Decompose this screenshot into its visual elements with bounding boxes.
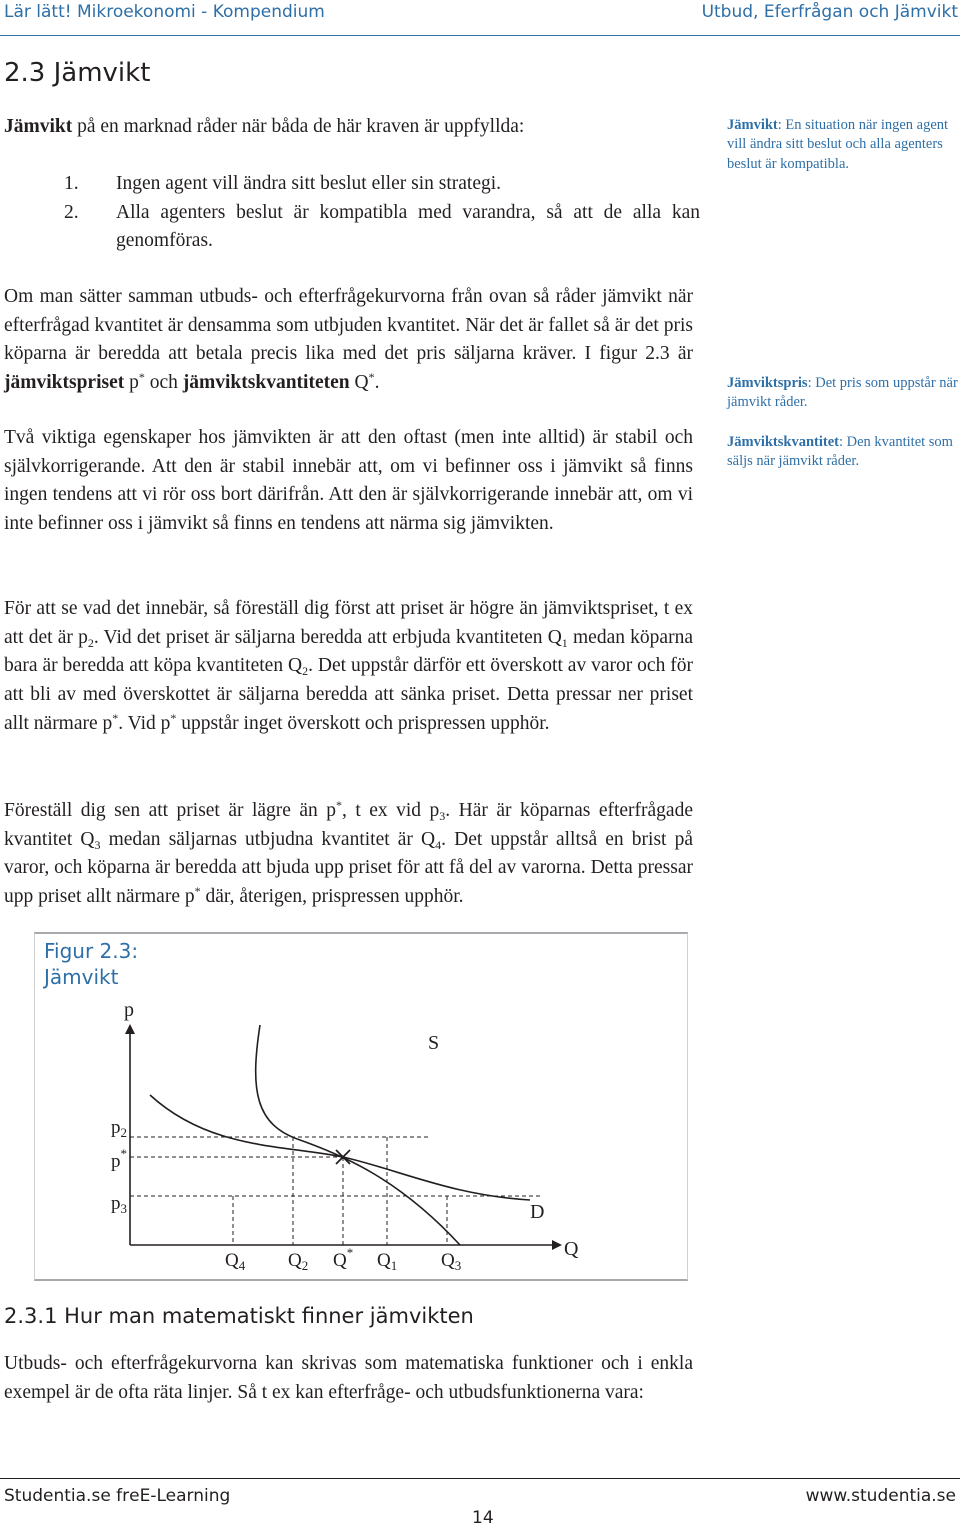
para1-end: . [374, 372, 380, 394]
para4-text: . Det uppstår alltså en brist på varor, och köparna är beredda att bjuda upp priset för att få del av varorna. Detta pressar upp priset allt närmare p [4, 828, 693, 908]
axis-label-q: Q [564, 1238, 579, 1260]
qty-label-q3: $Q_3$ [441, 1250, 462, 1273]
header-book-title: Lär lätt! Mikroekonomi - Kompendium [4, 2, 325, 22]
qty-label-q2: $Q_2$ [288, 1250, 309, 1273]
para3-text: uppstår inget överskott och prispressen upphör. [176, 712, 550, 734]
list-text: Ingen agent vill ändra sitt beslut eller sin strategi. [116, 173, 502, 194]
term-equilibrium-price: jämviktspriset [4, 372, 125, 394]
para1-p: p [124, 372, 139, 394]
para3-text: medan köparna bara är beredda att köpa kvantiteten Q [4, 626, 693, 677]
price-label-pstar: p* [111, 1146, 127, 1172]
para1-text: Om man sätter samman utbuds- och efterfrågekurvorna från ovan så råder jämvikt när efterfrågad kvantitet är densamma som utbjuden kvantitet. När det är fallet så är det pris köparna är beredda att betala precis lika med det pris säljarna kräver. I figur 2.3 är [4, 286, 693, 365]
figure-title-line: Figur 2.3: [44, 939, 139, 963]
para1-and: och [144, 372, 183, 394]
sidenote-term: Jämvikt [727, 117, 778, 133]
para3-star: * [112, 710, 119, 725]
list-number: 1. [64, 173, 79, 194]
axis-label-p: p [124, 999, 134, 1021]
para1-q: Q [349, 372, 369, 394]
list-text: Alla agenters beslut är kompatibla med varandra, så att de alla kan genomföras. [116, 201, 700, 252]
para1-star: * [138, 370, 145, 385]
intro-term: Jämvikt [4, 116, 73, 137]
para3-sub: 2 [302, 664, 309, 679]
footer-brand: Studentia.se frеE-Learning [4, 1486, 231, 1506]
para4-star: * [336, 798, 343, 812]
para3-text: . Det uppstår därför ett överskott av varor och för att bli av med överskottet är säljarna beredda att sänka priset. Detta pressar ner priset allt närmare p [4, 655, 694, 734]
intro-text: på en marknad råder när båda de här kraven är uppfyllda: [72, 116, 525, 137]
para3-sub: 1 [561, 635, 568, 650]
qty-label-q4: $Q_4$ [225, 1250, 246, 1273]
section-title: 2.3 Jämvikt [4, 58, 151, 88]
demand-curve [150, 1095, 530, 1200]
para4-sub: 3 [439, 809, 446, 823]
supply-curve [256, 1025, 460, 1245]
qty-label-q1: $Q_1$ [377, 1250, 398, 1273]
stability-paragraph: Två viktiga egenskaper hos jämvikten är att den oftast (men inte alltid) är stabil och självkorrigerande. Att den är stabil innebär att, om vi befinner oss i jämvikt så finns ingen tendens att vi rör oss bort därifrån. Att den är självkorrigerande innebär att, om vi inte befinner oss i jämvikt så finns en tendens att närma sig jämvikten. [4, 427, 693, 535]
para3-text: . Vid det priset är säljarna beredda att erbjuda kvantiteten Q [93, 626, 562, 648]
sidenote-text: : En situation när ingen agent vill ändra sitt beslut och alla agenters beslut är kompatibla. [727, 117, 949, 172]
list-number: 2. [64, 201, 79, 223]
para3-star: * [170, 710, 177, 725]
term-equilibrium-quantity: jämviktskvantiteten [182, 372, 350, 394]
sidenote-text: : Den kvantitet som säljs när jämvikt råder. [727, 434, 953, 470]
price-label-p2: $p_2$ [111, 1117, 127, 1140]
figure-title-line: Jämvikt [44, 965, 119, 989]
qty-label-qstar: Q* [333, 1245, 354, 1271]
para3-text: . Vid p [118, 712, 171, 734]
para4-text: där, återigen, prispressen upphör. [200, 886, 464, 908]
price-label-p3: $p_3$ [111, 1193, 127, 1216]
para3-sub: 2 [87, 635, 94, 650]
sidenote-text: : Det pris som uppstår när jämvikt råder. [727, 375, 958, 411]
footer-url[interactable]: www.studentia.se [805, 1486, 956, 1506]
sidenote-term: Jämviktskvantitet [727, 434, 839, 450]
para4-text: , t ex vid p [342, 800, 440, 821]
para4-sub: 3 [94, 837, 101, 852]
functions-paragraph: Utbuds- och efterfrågekurvorna kan skrivas som matematiska funktioner och i enkla exempel är de ofta räta linjer. Så t ex kan efterfråge- och utbudsfunktionerna vara: [4, 1353, 693, 1403]
para4-star: * [194, 884, 201, 899]
page-number: 14 [472, 1508, 494, 1528]
para1-star: * [368, 370, 375, 385]
para4-sub: 4 [435, 837, 442, 852]
demand-label: D [530, 1201, 545, 1223]
para4-text: medan säljarnas utbjudna kvantitet är Q [100, 828, 436, 850]
subsection-title: 2.3.1 Hur man matematiskt finner jämvikten [4, 1304, 474, 1328]
sidenote-term: Jämviktspris [727, 375, 808, 391]
para3-text: För att se vad det innebär, så föreställ dig först att priset är högre än jämviktspriset, t ex att det är p [4, 598, 693, 648]
para4-text: Föreställ dig sen att priset är lägre än p [4, 800, 337, 821]
supply-label: S [428, 1032, 440, 1054]
para4-text: . Här är köparnas efterfrågade kvantitet Q [4, 800, 693, 850]
footer-rule [0, 1478, 960, 1479]
header-chapter-title: Utbud, Eferfrågan och Jämvikt [701, 2, 958, 22]
